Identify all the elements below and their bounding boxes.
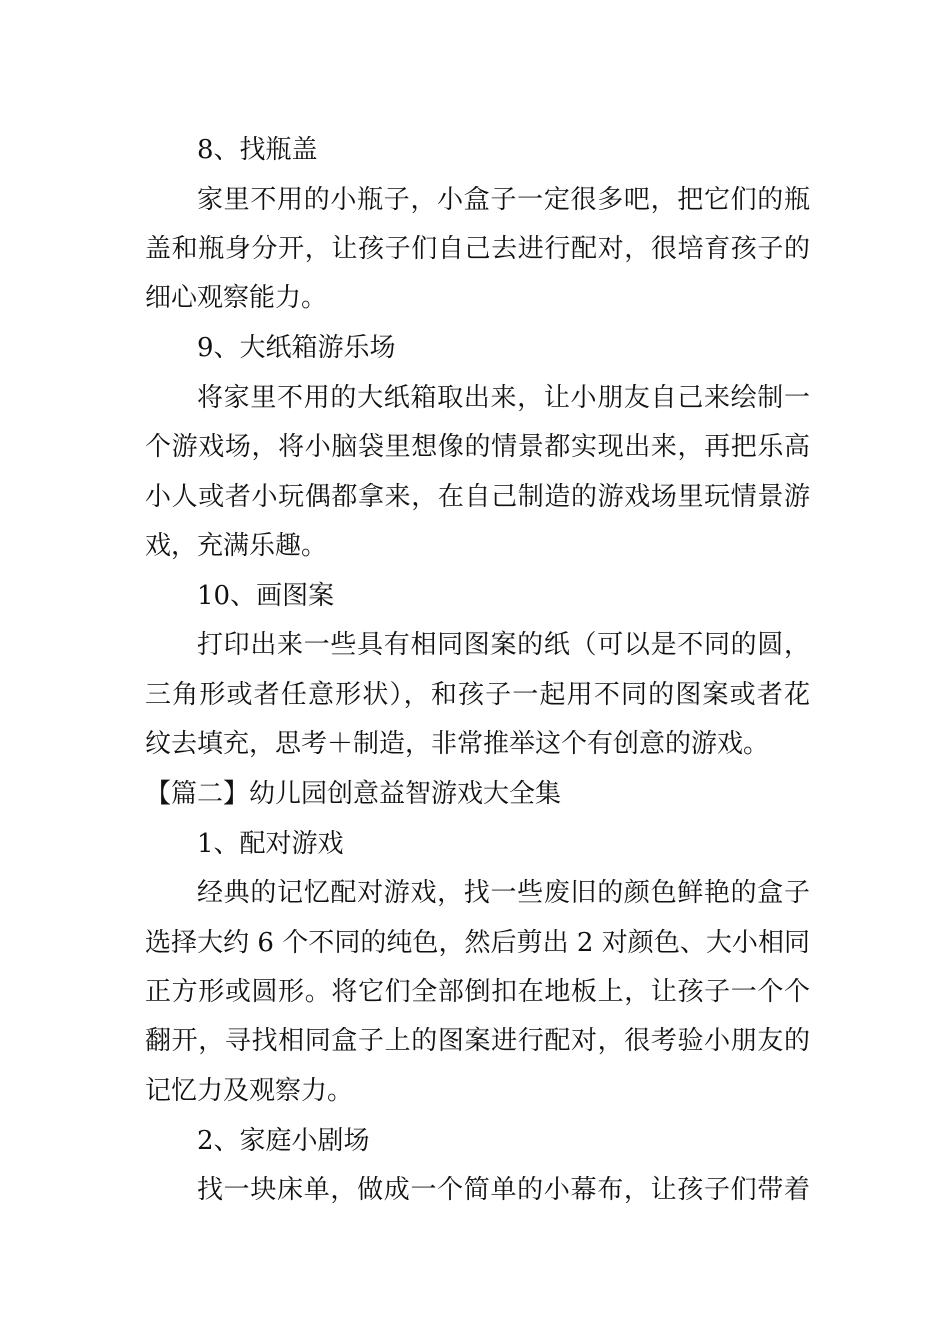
- paragraph-line: 纹去填充，思考＋制造，非常推举这个有创意的游戏。: [145, 729, 770, 759]
- paragraph-line: 个游戏场，将小脑袋里想像的情景都实现出来，再把乐高: [145, 432, 810, 462]
- paragraph-line: 正方形或圆形。将它们全部倒扣在地板上，让孩子一个个: [145, 977, 810, 1007]
- paragraph-line: 打印出来一些具有相同图案的纸（可以是不同的圆，: [197, 630, 810, 660]
- paragraph-line: 小人或者小玩偶都拿来，在自己制造的游戏场里玩情景游: [145, 482, 810, 512]
- paragraph-line: 将家里不用的大纸箱取出来，让小朋友自己来绘制一: [197, 383, 810, 413]
- paragraph-line: 翻开，寻找相同盒子上的图案进行配对，很考验小朋友的: [145, 1026, 810, 1056]
- item-heading-9: 9、大纸箱游乐场: [197, 333, 396, 363]
- paragraph-line: 记忆力及观察力。: [145, 1076, 354, 1106]
- paragraph-line: 选择大约 6 个不同的纯色，然后剪出 2 对颜色、大小相同: [145, 928, 810, 958]
- section-heading: 【篇二】幼儿园创意益智游戏大全集: [145, 779, 562, 809]
- paragraph-line: 经典的记忆配对游戏，找一些废旧的颜色鲜艳的盒子: [197, 878, 810, 908]
- paragraph-line: 细心观察能力。: [145, 283, 328, 313]
- paragraph-line: 盖和瓶身分开，让孩子们自己去进行配对，很培育孩子的: [145, 234, 810, 264]
- paragraph-line: 找一块床单，做成一个简单的小幕布，让孩子们带着: [197, 1175, 810, 1205]
- paragraph-line: 戏，充满乐趣。: [145, 531, 328, 561]
- item-heading-2: 2、家庭小剧场: [197, 1126, 370, 1156]
- paragraph-line: 三角形或者任意形状），和孩子一起用不同的图案或者花: [145, 680, 810, 710]
- paragraph-line: 家里不用的小瓶子，小盒子一定很多吧，把它们的瓶: [197, 185, 810, 215]
- item-heading-8: 8、找瓶盖: [197, 135, 318, 165]
- item-heading-1: 1、配对游戏: [197, 829, 344, 859]
- item-heading-10: 10、画图案: [197, 581, 335, 611]
